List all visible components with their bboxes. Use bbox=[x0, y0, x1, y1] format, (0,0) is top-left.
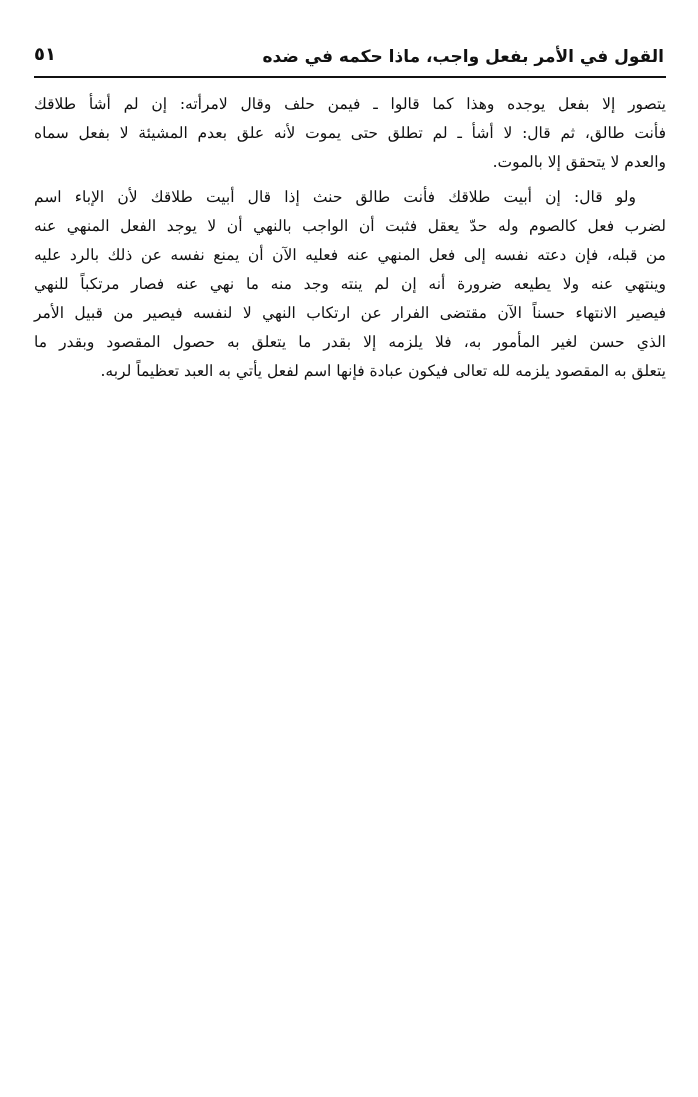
header-divider bbox=[34, 76, 666, 78]
page-number: ٥١ bbox=[34, 44, 56, 65]
paragraph bbox=[34, 183, 666, 386]
text-line: لضرب فعل كالصوم وله حدّ يعقل فثبت أن الواجب بالنهي أن لا يوجد الفعل المنهي عنه bbox=[34, 217, 666, 235]
body-text bbox=[34, 90, 666, 386]
text-line: ولو قال: إن أبيت طلاقك فأنت طالق حنث إذا قال أبيت طلاقك لأن الإباء اسم bbox=[34, 188, 636, 206]
text-line: وينتهي عنه ولا يطيعه ضرورة أنه إن لم ينته وجد منه ما نهي عنه فصار مرتكباً للنهي bbox=[34, 275, 666, 293]
text-line: فيصير الانتهاء حسناً الآن مقتضى الفرار عن ارتكاب النهي لا لنفسه فيصير من قبيل الأمر bbox=[34, 304, 666, 322]
page-header bbox=[34, 40, 664, 74]
text-line: من قبله، فإن دعته نفسه إلى فعل المنهي عنه فعليه الآن أن يمنع نفسه عن ذلك بالرد عليه bbox=[34, 246, 666, 264]
text-line: الذي حسن لغير المأمور به، فلا يلزمه إلا بقدر ما يتعلق به حصول المقصود وبقدر ما bbox=[34, 333, 666, 351]
text-line: يتصور إلا بفعل يوجده وهذا كما قالوا ـ فيمن حلف وقال لامرأته: إن لم أشأ طلاقك bbox=[34, 95, 666, 113]
text-line: يتعلق به المقصود يلزمه لله تعالى فيكون عبادة فإنها اسم لفعل يأتي به العبد تعظيماً لربه. bbox=[100, 362, 666, 380]
text-line: والعدم لا يتحقق إلا بالموت. bbox=[492, 153, 666, 171]
running-title: القول في الأمر بفعل واجب، ماذا حكمه في ضده bbox=[262, 47, 664, 67]
text-line: فأنت طالق، ثم قال: لا أشأ ـ لم تطلق حتى يموت لأنه علق بعدم المشيئة لا بفعل سماه bbox=[34, 124, 666, 142]
paragraph bbox=[34, 90, 666, 177]
